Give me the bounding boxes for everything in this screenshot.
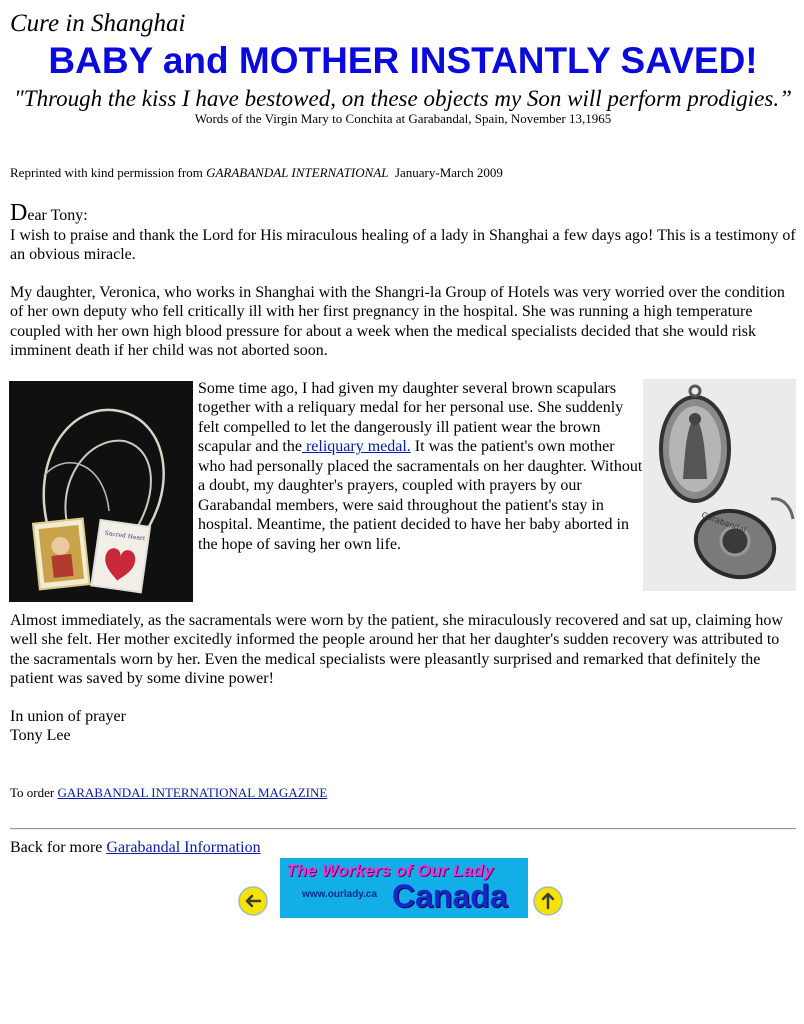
quote-source: Words of the Virgin Mary to Conchita at Garabandal, Spain, November 13,1965 — [194, 111, 612, 126]
reliquary-medal-link[interactable]: reliquary medal. — [301, 438, 411, 455]
salutation-dropcap: D — [10, 200, 28, 226]
svg-text:Garabandal: Garabandal — [700, 509, 748, 535]
garabandal-information-link[interactable]: Garabandal Information — [106, 839, 261, 856]
workers-of-our-lady-banner[interactable] — [280, 858, 528, 918]
page-title: BABY and MOTHER INSTANTLY SAVED! — [48, 40, 758, 81]
scapular-paragraph — [198, 379, 645, 555]
svg-text:Sacred Heart: Sacred Heart — [104, 529, 146, 542]
banner-title: The Workers of Our Lady — [286, 861, 494, 880]
arrow-left-icon[interactable] — [238, 886, 268, 916]
salutation-text: ear Tony: — [27, 207, 88, 224]
signature: Tony Lee — [10, 727, 71, 744]
paragraph-4: Almost immediately, as the sacramentals were worn by the patient, she miraculously recovered and sat up, claiming how well she felt. Her mother excitedly informed the people around her that her daughter's sudden recovery was attributed to the sacramentals worn by her. Even the medical specialists were pleasantly surprised and remarked that definitely the patient was saved by some divine power! — [10, 611, 783, 687]
back-prefix: Back for more — [10, 839, 107, 856]
horizontal-divider — [10, 828, 796, 830]
virgin-mary-quote: "Through the kiss I have bestowed, on these objects my Son will perform prodigies.” — [14, 86, 792, 111]
banner-url: www.ourlady.ca — [302, 889, 378, 900]
reprint-publication: GARABANDAL INTERNATIONAL — [206, 165, 389, 180]
brown-scapular-image — [9, 381, 193, 602]
reliquary-medal-image — [643, 379, 796, 591]
scapular-section — [10, 379, 796, 607]
order-line — [10, 785, 327, 801]
letter-body — [10, 200, 796, 746]
paragraph-2: My daughter, Veronica, who works in Shanghai with the Shangri-la Group of Hotels was very worried over the condition of her own deputy who fell critically ill with her first pregnancy in the hospital. She was running a high temperature coupled with her own high blood pressure for about a week when the medical specialists decided that she would risk imminent death if her child was not aborted soon. — [10, 283, 785, 359]
garabandal-magazine-link[interactable]: GARABANDAL INTERNATIONAL MAGAZINE — [57, 785, 328, 800]
page-subtitle: Cure in Shanghai — [10, 10, 186, 37]
order-prefix: To order — [10, 785, 58, 800]
salutation — [10, 200, 796, 226]
banner-country: Canada — [392, 878, 508, 914]
reprint-notice — [10, 165, 503, 181]
paragraph-3-end: It was the patient's own mother who had personally placed the sacramentals on her daughter. Without a doubt, my daughter's prayers, coupled with prayers by our Garabandal members, were said throughout the patient's stay in hospital. Meantime, the patient decided to have her baby aborted in the hope of saving her own life. — [198, 438, 643, 553]
back-line — [10, 838, 261, 858]
closing: In union of prayer — [10, 707, 126, 725]
arrow-up-icon[interactable] — [533, 886, 563, 916]
reprint-date: January-March 2009 — [388, 165, 503, 180]
reprint-prefix: Reprinted with kind permission from — [10, 165, 207, 180]
paragraph-1: I wish to praise and thank the Lord for His miraculous healing of a lady in Shanghai a few days ago! This is a testimony of an obvious miracle. — [10, 226, 796, 263]
paragraph-3-start: Some time ago, I had given my daughter several brown scapulars together with a reliquary medal for her personal use. She suddenly felt compelled to let the dangerously ill patient wear the brown scapular and the — [198, 379, 624, 455]
